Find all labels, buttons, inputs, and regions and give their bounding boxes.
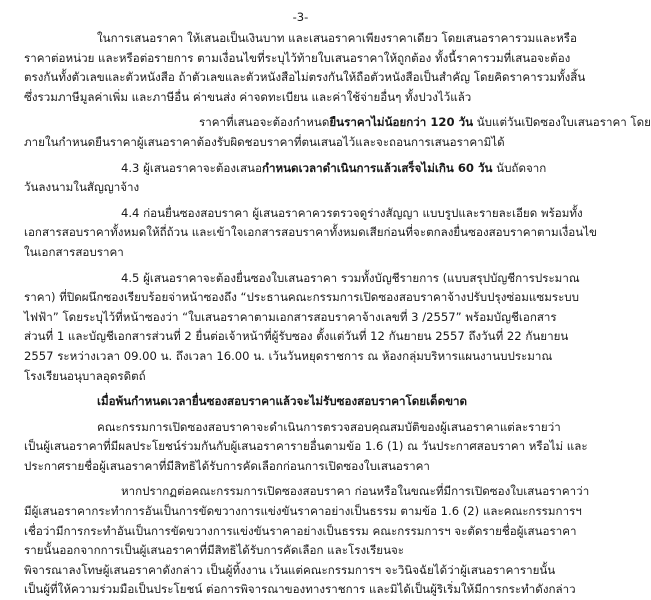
text-line: 4.4 ก่อนยื่นซองสอบราคา ผู้เสนอราคาควรตรวจดูร่างสัญญา แบบรูปและรายละเอียด พร้อมทั้ง	[121, 205, 583, 220]
text-line: ส่วนที่ 1 และบัญชีเอกสารส่วนที่ 2 ยื่นต่อเจ้าหน้าที่ผู้รับซอง ตั้งแต่วันที่ 12 กันยายน 2557 ถึงวันที่ 22 กันยายน	[24, 329, 569, 344]
text-line: 2557 ระหว่างเวลา 09.00 น. ถึงเวลา 16.00 น. เว้นวันหยุดราชการ ณ ห้องกลุ่มบริหารแผนงานบประมาณ	[24, 348, 553, 363]
page-number: -3-	[292, 10, 309, 24]
clause-4-5	[24, 269, 580, 387]
text-run: นับแต่วันเปิดซองใบเสนอราคา โดย	[473, 115, 651, 130]
clause-4-4	[24, 204, 597, 263]
text-line	[24, 159, 577, 179]
paragraph-collusion	[24, 482, 590, 600]
paragraph-deadline	[24, 392, 577, 412]
paragraph-price-offer	[24, 29, 586, 107]
emphasis-text: กำหนดเวลาดำเนินการแล้วเสร็จไม่เกิน 60 วัน	[261, 160, 493, 175]
text-line: คณะกรรมการเปิดซองสอบราคาจะดำเนินการตรวจสอบคุณสมบัติของผู้เสนอราคาแต่ละรายว่า	[97, 419, 561, 434]
text-line: พิจารณาลงโทษผู้เสนอราคาดังกล่าว เป็นผู้ทิ้งงาน เว้นแต่คณะกรรมการฯ จะวินิจฉัยได้ว่าผู้เสนอราคารายนั้น	[24, 562, 556, 577]
text-line: ซึ่งรวมภาษีมูลค่าเพิ่ม และภาษีอื่น ค่าขนส่ง ค่าจดทะเบียน และค่าใช้จ่ายอื่นๆ ทั้งปวงไว้แล้ว	[24, 89, 472, 104]
text-line: ภายในกำหนดยืนราคาผู้เสนอราคาต้องรับผิดชอบราคาที่ตนเสนอไว้และจะถอนการเสนอราคามิได้	[24, 134, 505, 149]
text-run: 4.3 ผู้เสนอราคาจะต้องเสนอ	[121, 160, 262, 175]
text-line: ในการเสนอราคา ให้เสนอเป็นเงินบาท และเสนอราคาเพียงราคาเดียว โดยเสนอราคารวมและหรือ	[97, 31, 577, 45]
text-line: มีผู้เสนอราคากระทำการอันเป็นการขัดขวางการแข่งขันราคาอย่างเป็นธรรม ตามข้อ 1.6 (2) และคณะกรรมการฯ	[24, 504, 582, 519]
text-line: เชื่อว่ามีการกระทำอันเป็นการขัดขวางการแข่งขันราคาอย่างเป็นธรรม คณะกรรมการฯ จะตัดรายชื่อผู้เสนอราคา	[24, 523, 577, 538]
text-line: ไฟฟ้า” โดยระบุไว้ที่หน้าซองว่า “ใบเสนอราคาตามเอกสารสอบราคาจ้างเลขที่ 3 /2557” พร้อมบัญชีเอกสาร	[24, 309, 557, 324]
text-line: ตรงกันทั้งตัวเลขและตัวหนังสือ ถ้าตัวเลขและตัวหนังสือไม่ตรงกันให้ถือตัวหนังสือเป็นสำคัญ โดยคิดราคารวมทั้งสิ้น	[24, 70, 586, 85]
paragraph-price-validity	[24, 113, 651, 152]
text-line: ราคาต่อหน่วย และหรือต่อรายการ ตามเงื่อนไขที่ระบุไว้ท้ายใบเสนอราคาให้ถูกต้อง ทั้งนี้ราคารวมที่เสนอจะต้อง	[24, 50, 571, 65]
emphasis-text: เมื่อพ้นกำหนดเวลายื่นซองสอบราคาแล้วจะไม่รับซองสอบราคาโดยเด็ดขาด	[97, 394, 468, 409]
text-line: ประกาศรายชื่อผู้เสนอราคาที่มีสิทธิได้รับการคัดเลือกก่อนการเปิดซองใบเสนอราคา	[24, 458, 430, 473]
text-line: ราคา) ที่ปิดผนึกซองเรียบร้อยจ่าหน้าซองถึง “ประธานคณะกรรมการเปิดซองสอบราคาจ้างปรับปรุงซ่อมแซมระบบ	[24, 290, 580, 305]
text-line: เป็นผู้เสนอราคาที่มีผลประโยชน์ร่วมกันกับผู้เสนอราคารายอื่นตามข้อ 1.6 (1) ณ วันประกาศสอบราคา หรือไม่ และ	[24, 439, 588, 454]
text-line: รายนั้นออกจากการเป็นผู้เสนอราคาที่มีสิทธิได้รับการคัดเลือก และโรงเรียนจะ	[24, 543, 405, 558]
text-line: โรงเรียนอนุบาลอุดรดิตถ์	[24, 368, 146, 383]
text-line: หากปรากฏต่อคณะกรรมการเปิดซองสอบราคา ก่อนหรือในขณะที่มีการเปิดซองใบเสนอราคาว่า	[121, 484, 590, 499]
text-run: นับถัดจาก	[492, 160, 547, 175]
emphasis-text: ยืนราคาไม่น้อยกว่า 120 วัน	[329, 115, 474, 130]
text-line: เอกสารสอบราคาทั้งหมดให้ถี่ถ้วน และเข้าใจเอกสารสอบราคาทั้งหมดเสียก่อนที่จะตกลงยื่นซองสอบราคาตามเงื่อนไข	[24, 225, 597, 240]
text-run: ราคาที่เสนอจะต้องกำหนด	[199, 115, 330, 130]
text-line: ในเอกสารสอบราคา	[24, 244, 124, 259]
text-line: 4.5 ผู้เสนอราคาจะต้องยื่นซองใบเสนอราคา รวมทั้งบัญชีรายการ (แบบสรุปบัญชีการประมาณ	[121, 270, 580, 285]
paragraph-committee-review	[24, 418, 588, 477]
text-line: เป็นผู้ที่ให้ความร่วมมือเป็นประโยชน์ ต่อการพิจารณาของทางราชการ และมิได้เป็นผู้ริเริ่มให้มีการกระทำดังกล่าว	[24, 582, 576, 597]
text-line	[24, 113, 651, 133]
text-line: วันลงนามในสัญญาจ้าง	[24, 180, 140, 195]
clause-4-3	[24, 159, 577, 198]
